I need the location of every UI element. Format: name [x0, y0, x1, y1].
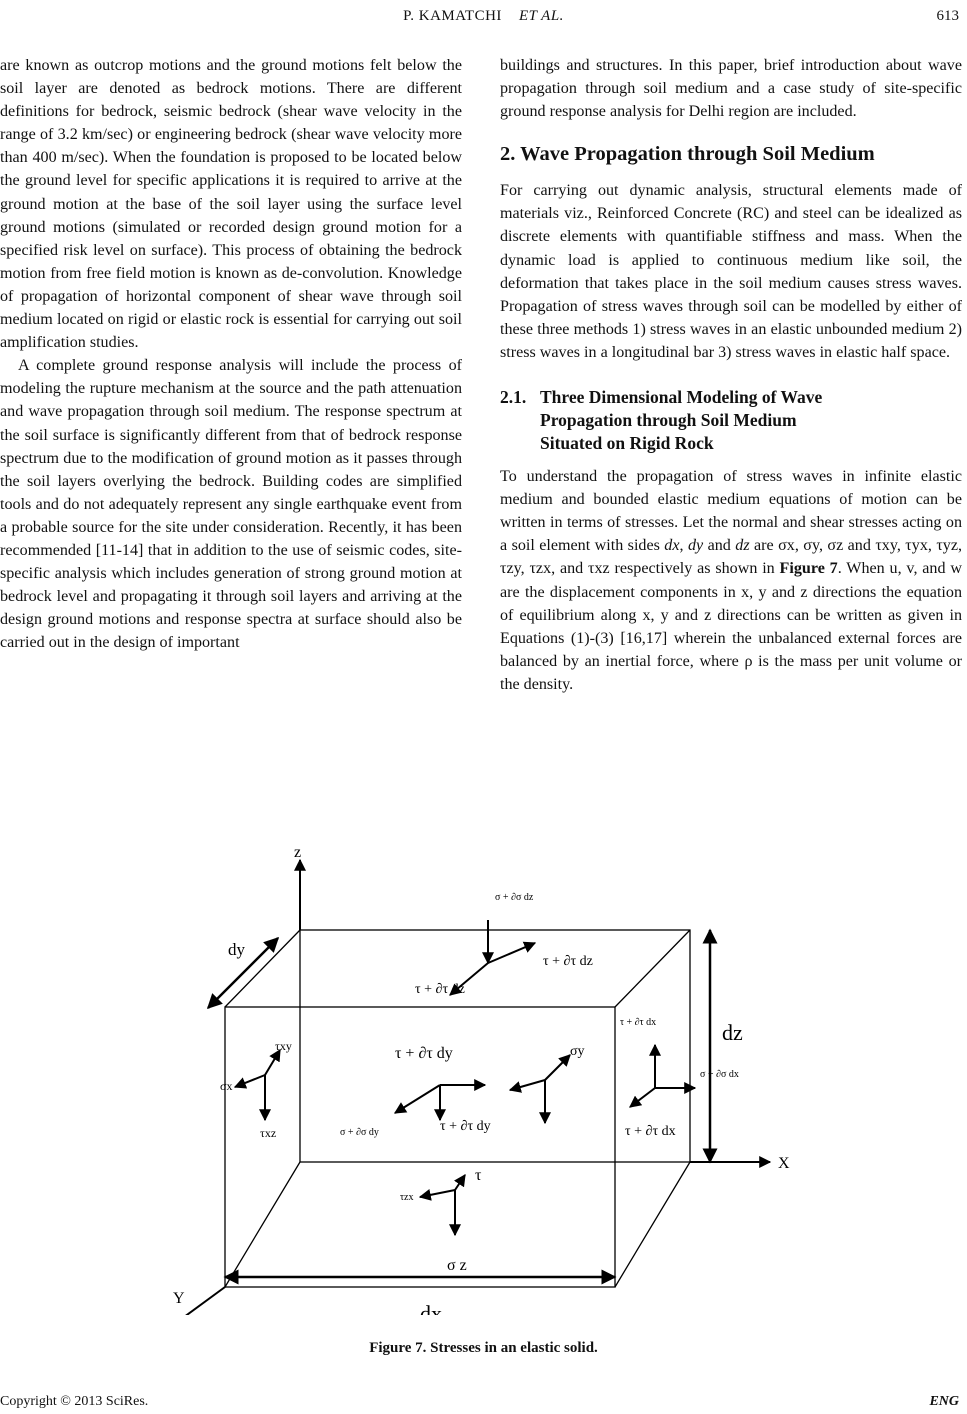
svg-text:σ z: σ z: [447, 1257, 467, 1274]
page-header: [0, 8, 967, 38]
x-axis-label: X: [778, 1155, 790, 1172]
running-head-etal: ET AL.: [518, 8, 564, 24]
figure-caption: Figure 7. Stresses in an elastic solid.: [369, 1340, 598, 1356]
subsection-title-line: Situated on Rigid Rock: [540, 433, 714, 454]
y-axis-arrow: [180, 1287, 225, 1315]
svg-text:σx: σx: [220, 1079, 233, 1093]
svg-text:τ + ∂τ dz: τ + ∂τ dz: [415, 982, 465, 997]
paragraph: are known as outcrop motions and the ground motions felt below the soil layer are denoted as bedrock motions. There are different definitions for bedrock, seismic bedrock (shear wave velocity in the range of 3.2 km/sec) or engineering bedrock (shear wave velocity more than 400 m/sec). When the foundation is proposed to be located below the ground level for specific applications it is required to arrive at the ground motion at the base of the soil layer using the surface level ground motions (simulated or recorded design ground motion for a specified risk level on surface). This process of obtaining the bedrock motion from free field motion is known as de-convolution. Knowledge of propagation of horizontal component of shear wave through soil medium located on rigid or elastic rock is essential for carrying out soil amplification studies.: [0, 57, 462, 352]
figure-reference: Figure 7: [779, 560, 838, 578]
stress-arrows: [235, 920, 695, 1235]
subsection-heading: [500, 386, 962, 455]
svg-text:σ + ∂σ dy: σ + ∂σ dy: [340, 1127, 379, 1138]
paragraph: A complete ground response analysis will include the process of modeling the rupture mechanism at the source and the path attenuation and wave propagation through soil medium. The response spectrum at the soil surface is significantly different from that of bedrock response spectrum due to the modification of ground motion as it passes through the soil layers overlying the bedrock. Building codes are simplified tools and do not adequately represent any single earthquake event from a probable source for the site under consideration. Recently, it has been recommended [11-14] that in addition to the use of seismic codes, site-specific analysis which includes generation of strong ground motion at bedrock level and propagating it through soil layers and arriving at the design ground motions and response spectra at surface should also be carried out in the design of important: [0, 357, 462, 652]
svg-text:τ + ∂τ dx: τ + ∂τ dx: [620, 1017, 657, 1028]
right-column: [500, 54, 962, 696]
stress-cube-diagram: [150, 845, 810, 1315]
text-run: and: [703, 537, 736, 555]
svg-text:τ + ∂τ dy: τ + ∂τ dy: [440, 1119, 491, 1134]
text-run: are σx, σy, σz and τxy, τyx, τyz, τzy, τzx, and τxz respectively as shown in: [500, 537, 963, 578]
text-run: . When u, v, and w are the displacement components in x, y and z directions the equation of equilibrium along x, y and z directions can be written as given in Equations (1)-(3) [16,17] wherein the unbalanced external forces are balanced by an inertial force, where ρ is the mass per unit volume or the density.: [500, 560, 962, 693]
paragraph: buildings and structures. In this paper, brief introduction about wave propagation through soil medium and a case study of site-specific ground response analysis for Delhi region are included.: [500, 57, 962, 121]
svg-text:σy: σy: [570, 1044, 585, 1059]
subsection-title-line: Three Dimensional Modeling of Wave: [540, 387, 823, 408]
copyright-notice: Copyright © 2013 SciRes.: [0, 1394, 149, 1409]
text-run: dz: [735, 537, 750, 555]
svg-text:τ + ∂τ dy: τ + ∂τ dy: [395, 1045, 453, 1062]
y-axis-label: Y: [173, 1290, 185, 1307]
text-run: dx: [664, 537, 680, 555]
subsection-title-line: Propagation through Soil Medium: [540, 410, 797, 431]
svg-text:τxy: τxy: [275, 1039, 292, 1053]
svg-text:σ + ∂σ dx: σ + ∂σ dx: [700, 1069, 739, 1080]
subsection-number: 2.1.: [500, 387, 527, 408]
section-heading: 2. Wave Propagation through Soil Medium: [500, 143, 875, 166]
svg-text:τ + ∂τ dz: τ + ∂τ dz: [543, 954, 593, 969]
dx-dimension-label: dx: [420, 1301, 442, 1315]
journal-abbrev: ENG: [929, 1394, 959, 1409]
dy-dimension-label: dy: [228, 940, 245, 959]
left-column: [0, 54, 462, 654]
svg-text:τ: τ: [475, 1167, 482, 1184]
running-head: [0, 8, 967, 25]
page-number: 613: [936, 8, 959, 24]
svg-text:τ + ∂τ dx: τ + ∂τ dx: [625, 1124, 676, 1139]
z-axis-label: z: [294, 845, 302, 861]
running-head-author: P. KAMATCHI: [403, 8, 502, 24]
text-run: ,: [679, 537, 688, 555]
text-run: dy: [687, 537, 704, 555]
svg-text:τzx: τzx: [400, 1192, 414, 1203]
stress-cube-figure: [150, 845, 810, 1315]
paragraph: [500, 465, 962, 696]
paragraph: For carrying out dynamic analysis, structural elements made of materials viz., Reinforced Concrete (RC) and steel can be idealized as discrete elements with quantifiable stiffness and mass. When the dynamic load is applied to continuous medium like soil, the deformation that takes place in the soil medium causes stress waves. Propagation of stress waves through soil can be modelled by either of these three methods 1) stress waves in an elastic unbounded medium 2) stress waves in a longitudinal bar 3) stress waves in elastic half space.: [500, 182, 962, 361]
stress-labels: [220, 892, 739, 1274]
svg-text:τxz: τxz: [260, 1126, 277, 1140]
text-run: To understand the propagation of stress waves in infinite elastic medium and bounded elastic medium equations of motion can be written in terms of stresses. Let the normal and shear stresses acting on a soil element with sides: [500, 468, 962, 555]
svg-text:σ + ∂σ dz: σ + ∂σ dz: [495, 892, 534, 903]
dz-dimension-label: dz: [722, 1020, 743, 1045]
